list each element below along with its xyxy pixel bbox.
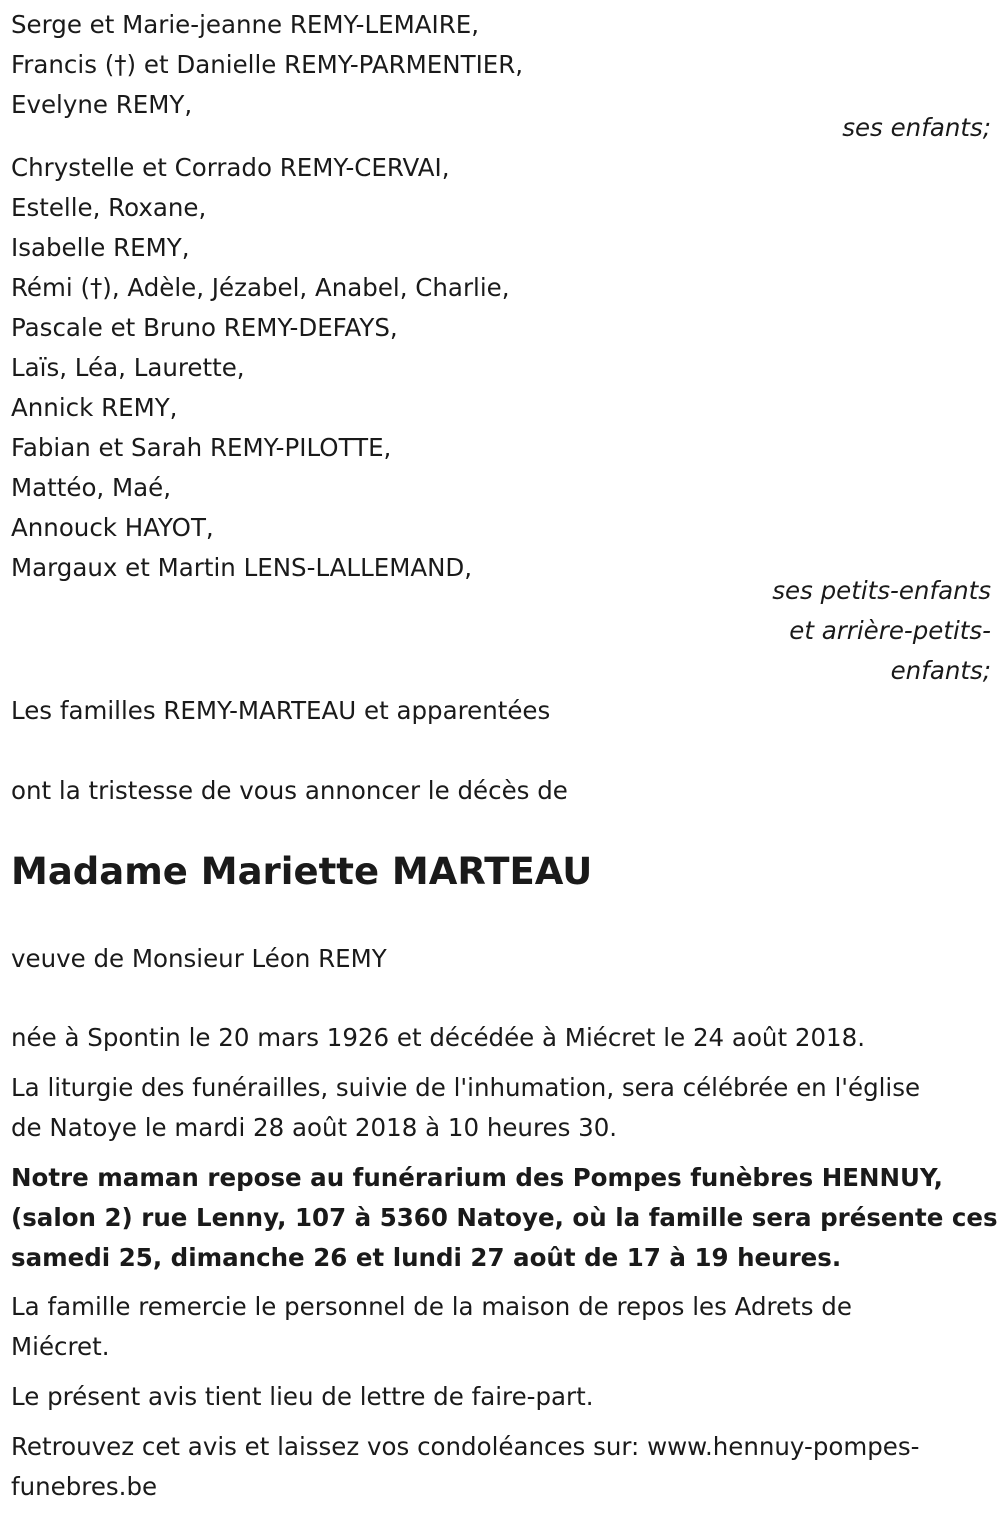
liturgy-line: La liturgie des funérailles, suivie de l'inhumation, sera célébrée en l'église (11, 1073, 921, 1102)
condolences-line: Retrouvez cet avis et laissez vos condoléances sur: www.hennuy-pompes- (11, 1432, 920, 1461)
grandchild-line: Annouck HAYOT, (11, 513, 214, 542)
grandchild-line: Isabelle REMY, (11, 233, 190, 262)
notice-letter-line: Le présent avis tient lieu de lettre de faire-part. (11, 1382, 594, 1411)
grandchild-line: Annick REMY, (11, 393, 178, 422)
rest-notice-line: Notre maman repose au funérarium des Pompes funèbres HENNUY, (11, 1163, 943, 1192)
children-label: ses enfants; (842, 113, 991, 142)
grandchildren-label: ses petits-enfants (772, 576, 991, 605)
grandchild-line: Estelle, Roxane, (11, 193, 207, 222)
families-line: Les familles REMY-MARTEAU et apparentées (11, 696, 551, 725)
grandchild-line: Rémi (†), Adèle, Jézabel, Anabel, Charlie, (11, 273, 510, 302)
grandchild-line: Laïs, Léa, Laurette, (11, 353, 245, 382)
thanks-line: Miécret. (11, 1332, 110, 1361)
deceased-name: Madame Mariette MARTEAU (11, 850, 593, 893)
condolences-line: funebres.be (11, 1472, 158, 1501)
grandchild-line: Chrystelle et Corrado REMY-CERVAI, (11, 153, 450, 182)
widow-of-line: veuve de Monsieur Léon REMY (11, 944, 387, 973)
rest-notice-line: samedi 25, dimanche 26 et lundi 27 août de 17 à 19 heures. (11, 1243, 842, 1272)
thanks-line: La famille remercie le personnel de la maison de repos les Adrets de (11, 1292, 852, 1321)
rest-notice-line: (salon 2) rue Lenny, 107 à 5360 Natoye, où la famille sera présente ces (11, 1203, 998, 1232)
grandchild-line: Mattéo, Maé, (11, 473, 172, 502)
child-line: Evelyne REMY, (11, 90, 193, 119)
liturgy-line: de Natoye le mardi 28 août 2018 à 10 heures 30. (11, 1113, 618, 1142)
child-line: Francis (†) et Danielle REMY-PARMENTIER, (11, 50, 524, 79)
announce-line: ont la tristesse de vous annoncer le décès de (11, 776, 568, 805)
grandchild-line: Fabian et Sarah REMY-PILOTTE, (11, 433, 392, 462)
grandchildren-label: et arrière-petits- (789, 616, 991, 645)
grandchild-line: Margaux et Martin LENS-LALLEMAND, (11, 553, 473, 582)
child-line: Serge et Marie-jeanne REMY-LEMAIRE, (11, 10, 479, 39)
grandchild-line: Pascale et Bruno REMY-DEFAYS, (11, 313, 398, 342)
birth-death-line: née à Spontin le 20 mars 1926 et décédée à Miécret le 24 août 2018. (11, 1023, 865, 1052)
grandchildren-label: enfants; (890, 656, 991, 685)
